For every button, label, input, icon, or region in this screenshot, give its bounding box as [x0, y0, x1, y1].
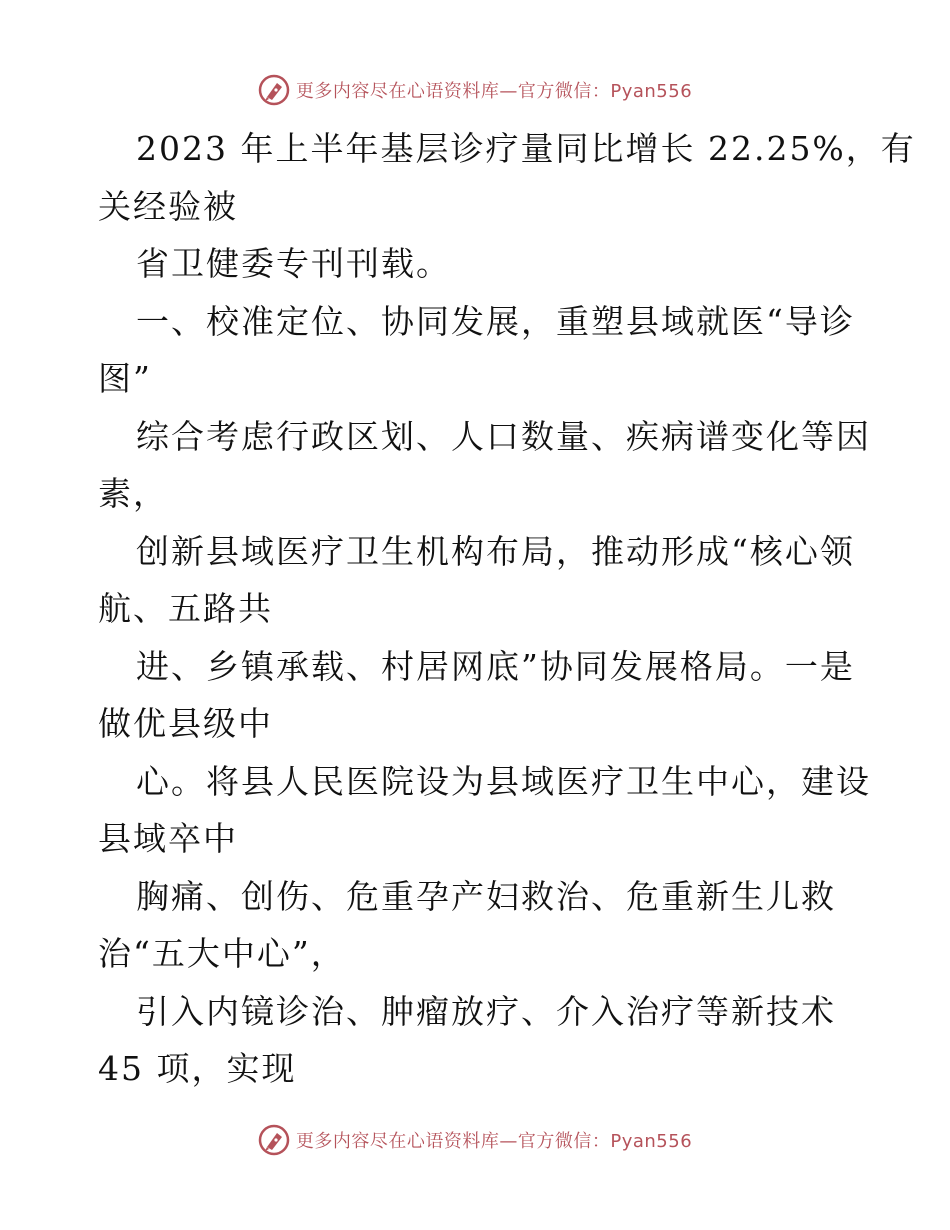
text-line: 2023 年上半年基层诊疗量同比增长 22.25%，有 — [136, 129, 916, 168]
pen-nib-logo-icon — [258, 74, 290, 106]
text-line: 关经验被 — [98, 186, 238, 226]
pen-nib-logo-icon — [258, 1124, 290, 1156]
text-line: 进、乡镇承载、村居网底”协同发展格局。一是 — [136, 646, 855, 686]
text-line: 图” — [98, 359, 152, 398]
text-line: 治“五大中心”， — [98, 934, 346, 973]
text-line: 创新县域医疗卫生机构布局，推动形成“核心领 — [136, 531, 855, 571]
watermark-text: 更多内容尽在心语资料库—官方微信：Pyan556 — [295, 1131, 693, 1152]
text-line: 一、校准定位、协同发展，重塑县域就医“导诊 — [136, 301, 855, 341]
text-line: 45 项，实现 — [98, 1049, 297, 1088]
watermark-text: 更多内容尽在心语资料库—官方微信：Pyan556 — [295, 81, 693, 102]
text-line: 胸痛、创伤、危重孕产妇救治、危重新生儿救 — [136, 876, 836, 916]
text-line: 引入内镜诊治、肿瘤放疗、介入治疗等新技术 — [136, 991, 836, 1031]
text-line: 心。将县人民医院设为县域医疗卫生中心，建设 — [136, 761, 871, 801]
footer-watermark — [0, 1122, 950, 1158]
text-line: 航、五路共 — [98, 589, 273, 628]
header-watermark — [0, 72, 950, 108]
document-body — [98, 120, 916, 1098]
text-line: 县域卒中 — [98, 819, 238, 858]
text-line: 做优县级中 — [98, 704, 273, 743]
text-line: 省卫健委专刊刊载。 — [136, 244, 451, 283]
text-line: 素， — [98, 474, 168, 513]
text-line: 综合考虑行政区划、人口数量、疾病谱变化等因 — [136, 416, 871, 456]
